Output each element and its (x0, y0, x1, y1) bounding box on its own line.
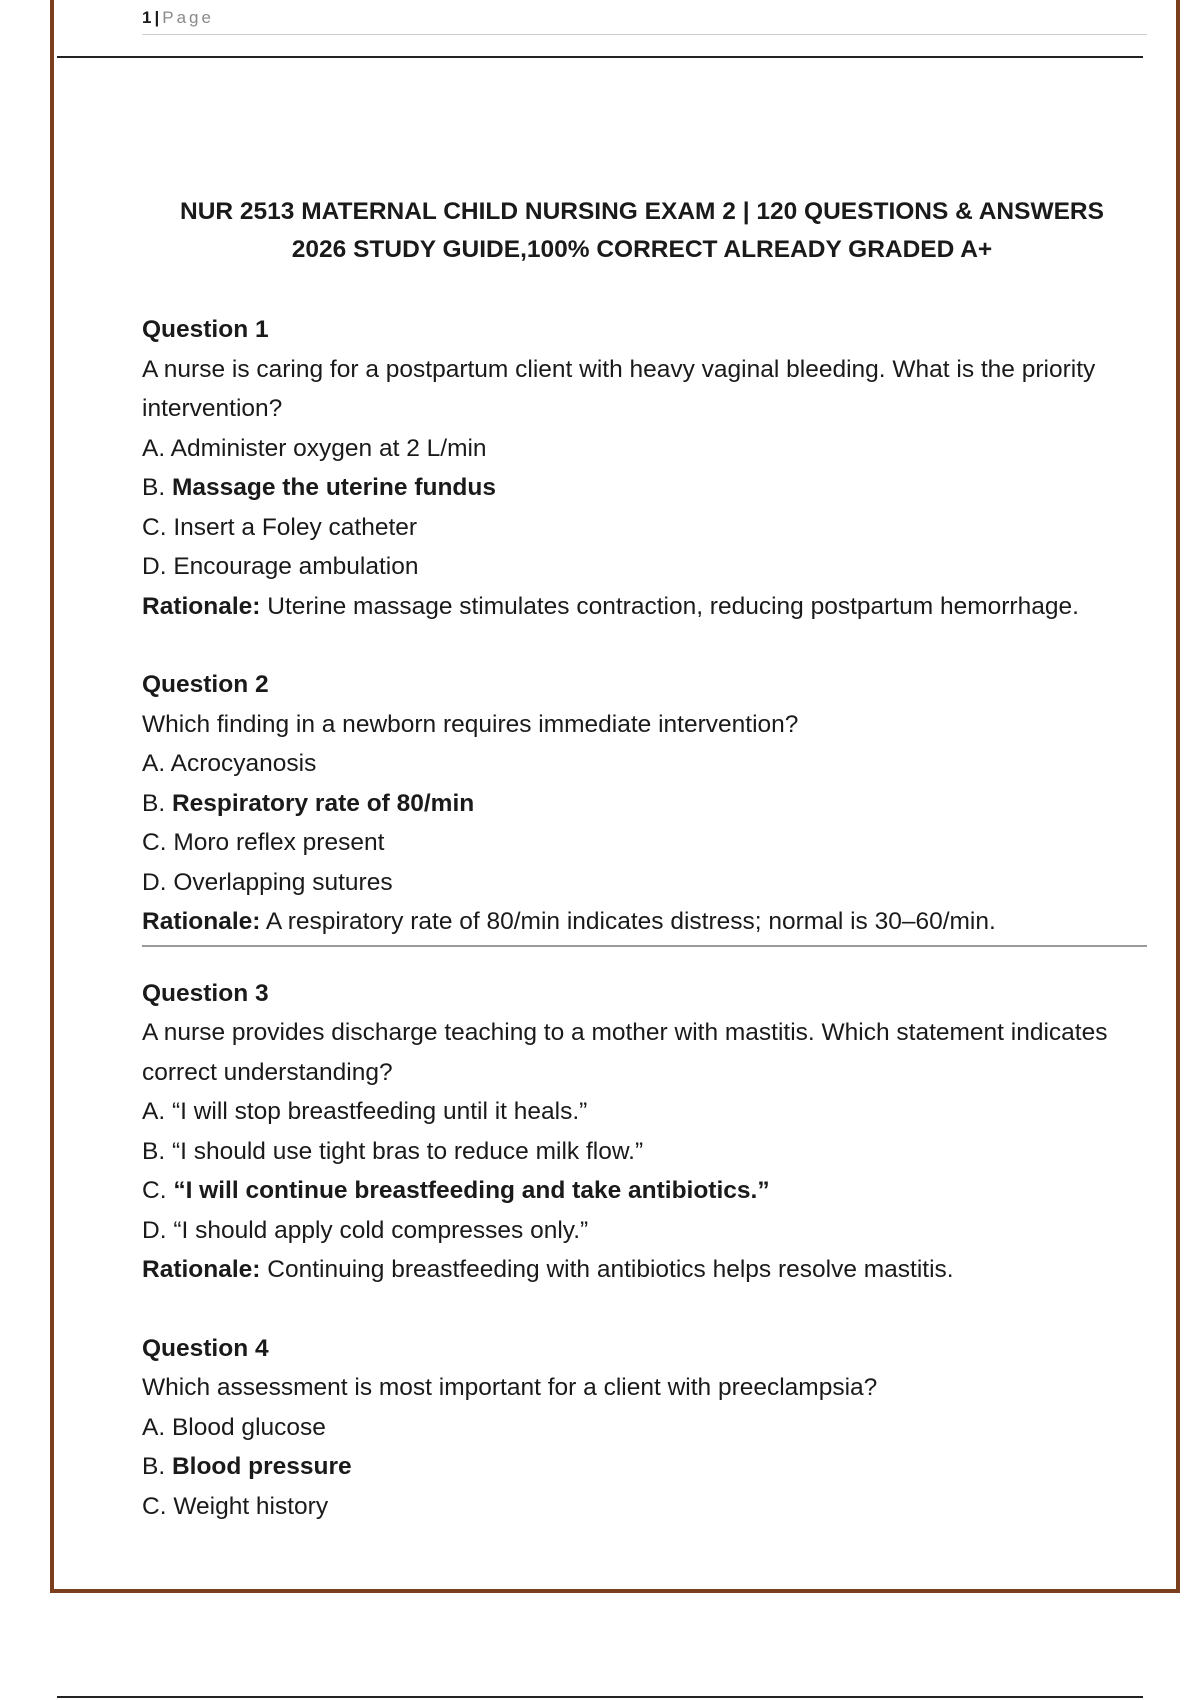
option-c (142, 1487, 1147, 1527)
option-prefix: D. (142, 1216, 167, 1244)
option-prefix: C. (142, 1492, 167, 1520)
rationale (142, 587, 1147, 627)
header-rule (57, 56, 1143, 58)
option-prefix: C. (142, 513, 167, 541)
option-a (142, 744, 1147, 784)
title-line-2: 2026 STUDY GUIDE,100% CORRECT ALREADY GRADED A+ (291, 236, 993, 263)
option-text: “I should use tight bras to reduce milk flow.” (171, 1137, 644, 1165)
question-title: Question 2 (142, 671, 269, 698)
option-text: Weight history (173, 1492, 329, 1520)
option-text: Administer oxygen at 2 L/min (170, 434, 487, 462)
question-title: Question 1 (142, 316, 269, 343)
page-number: 1 (142, 8, 152, 27)
question-text: A nurse provides discharge teaching to a mother with mastitis. Which statement indicates correct understanding? (142, 1019, 1108, 1086)
question-block-1 (142, 310, 1147, 626)
title-line-1: NUR 2513 MATERNAL CHILD NURSING EXAM 2 | 120 QUESTIONS & ANSWERS (180, 198, 1104, 225)
option-text: Respiratory rate of 80/min (171, 789, 475, 817)
rationale-label: Rationale: (142, 908, 261, 935)
question-text: A nurse is caring for a postpartum client with heavy vaginal bleeding. What is the priority intervention? (142, 355, 1096, 422)
page-separator: | (154, 8, 160, 27)
option-prefix: C. (142, 829, 167, 856)
option-b-correct (142, 784, 1147, 824)
question-block-2 (142, 665, 1147, 942)
option-prefix: B. (142, 1137, 166, 1165)
option-a (142, 1408, 1147, 1448)
option-a (142, 429, 1147, 469)
option-prefix: A. (142, 1413, 166, 1441)
option-prefix: B. (142, 789, 166, 817)
option-b-correct (142, 1447, 1147, 1487)
option-c-correct (142, 1171, 1147, 1211)
option-prefix: C. (142, 1177, 167, 1204)
rationale-label: Rationale: (142, 1256, 261, 1283)
option-text: Blood glucose (171, 1413, 326, 1441)
option-c (142, 508, 1147, 548)
option-text: Blood pressure (171, 1453, 352, 1480)
question-title: Question 4 (142, 1334, 269, 1362)
option-text: Overlapping sutures (173, 868, 393, 896)
option-prefix: D. (142, 553, 167, 580)
rationale-text: Uterine massage stimulates contraction, reducing postpartum hemorrhage. (267, 592, 1079, 620)
question-block-4 (142, 1329, 1147, 1527)
option-text: Insert a Foley catheter (173, 513, 418, 541)
option-prefix: D. (142, 868, 167, 896)
option-b-correct (142, 468, 1147, 508)
option-prefix: A. (142, 1098, 166, 1125)
option-text: Encourage ambulation (173, 553, 419, 580)
rationale-label: Rationale: (142, 592, 261, 620)
option-text: “I will continue breastfeeding and take antibiotics.” (173, 1177, 770, 1204)
rationale (142, 1250, 1147, 1290)
option-d (142, 863, 1147, 903)
option-text: Massage the uterine fundus (171, 474, 496, 501)
option-a (142, 1092, 1147, 1132)
page-header (142, 6, 1147, 35)
option-text: Acrocyanosis (170, 750, 317, 777)
option-prefix: A. (142, 750, 166, 777)
option-d (142, 547, 1147, 587)
option-c (142, 823, 1147, 863)
option-prefix: B. (142, 1453, 166, 1480)
option-text: “I will stop breastfeeding until it heals.” (171, 1098, 588, 1125)
rationale-text: A respiratory rate of 80/min indicates distress; normal is 30–60/min. (265, 908, 996, 935)
question-text: Which finding in a newborn requires immediate intervention? (142, 710, 799, 738)
option-prefix: A. (142, 434, 166, 462)
rationale (142, 902, 1147, 942)
option-text: Moro reflex present (173, 829, 385, 856)
footer-rule (57, 1696, 1143, 1698)
question-title: Question 3 (142, 979, 269, 1007)
question-text: Which assessment is most important for a client with preeclampsia? (142, 1374, 878, 1401)
option-text: “I should apply cold compresses only.” (173, 1216, 589, 1244)
question-block-3 (142, 974, 1147, 1290)
rationale-text: Continuing breastfeeding with antibiotics helps resolve mastitis. (267, 1256, 954, 1283)
option-d (142, 1211, 1147, 1251)
question-list (142, 310, 1147, 1526)
option-b (142, 1132, 1147, 1172)
page-label: Page (162, 8, 214, 27)
option-prefix: B. (142, 474, 166, 501)
document-title (142, 193, 1142, 269)
